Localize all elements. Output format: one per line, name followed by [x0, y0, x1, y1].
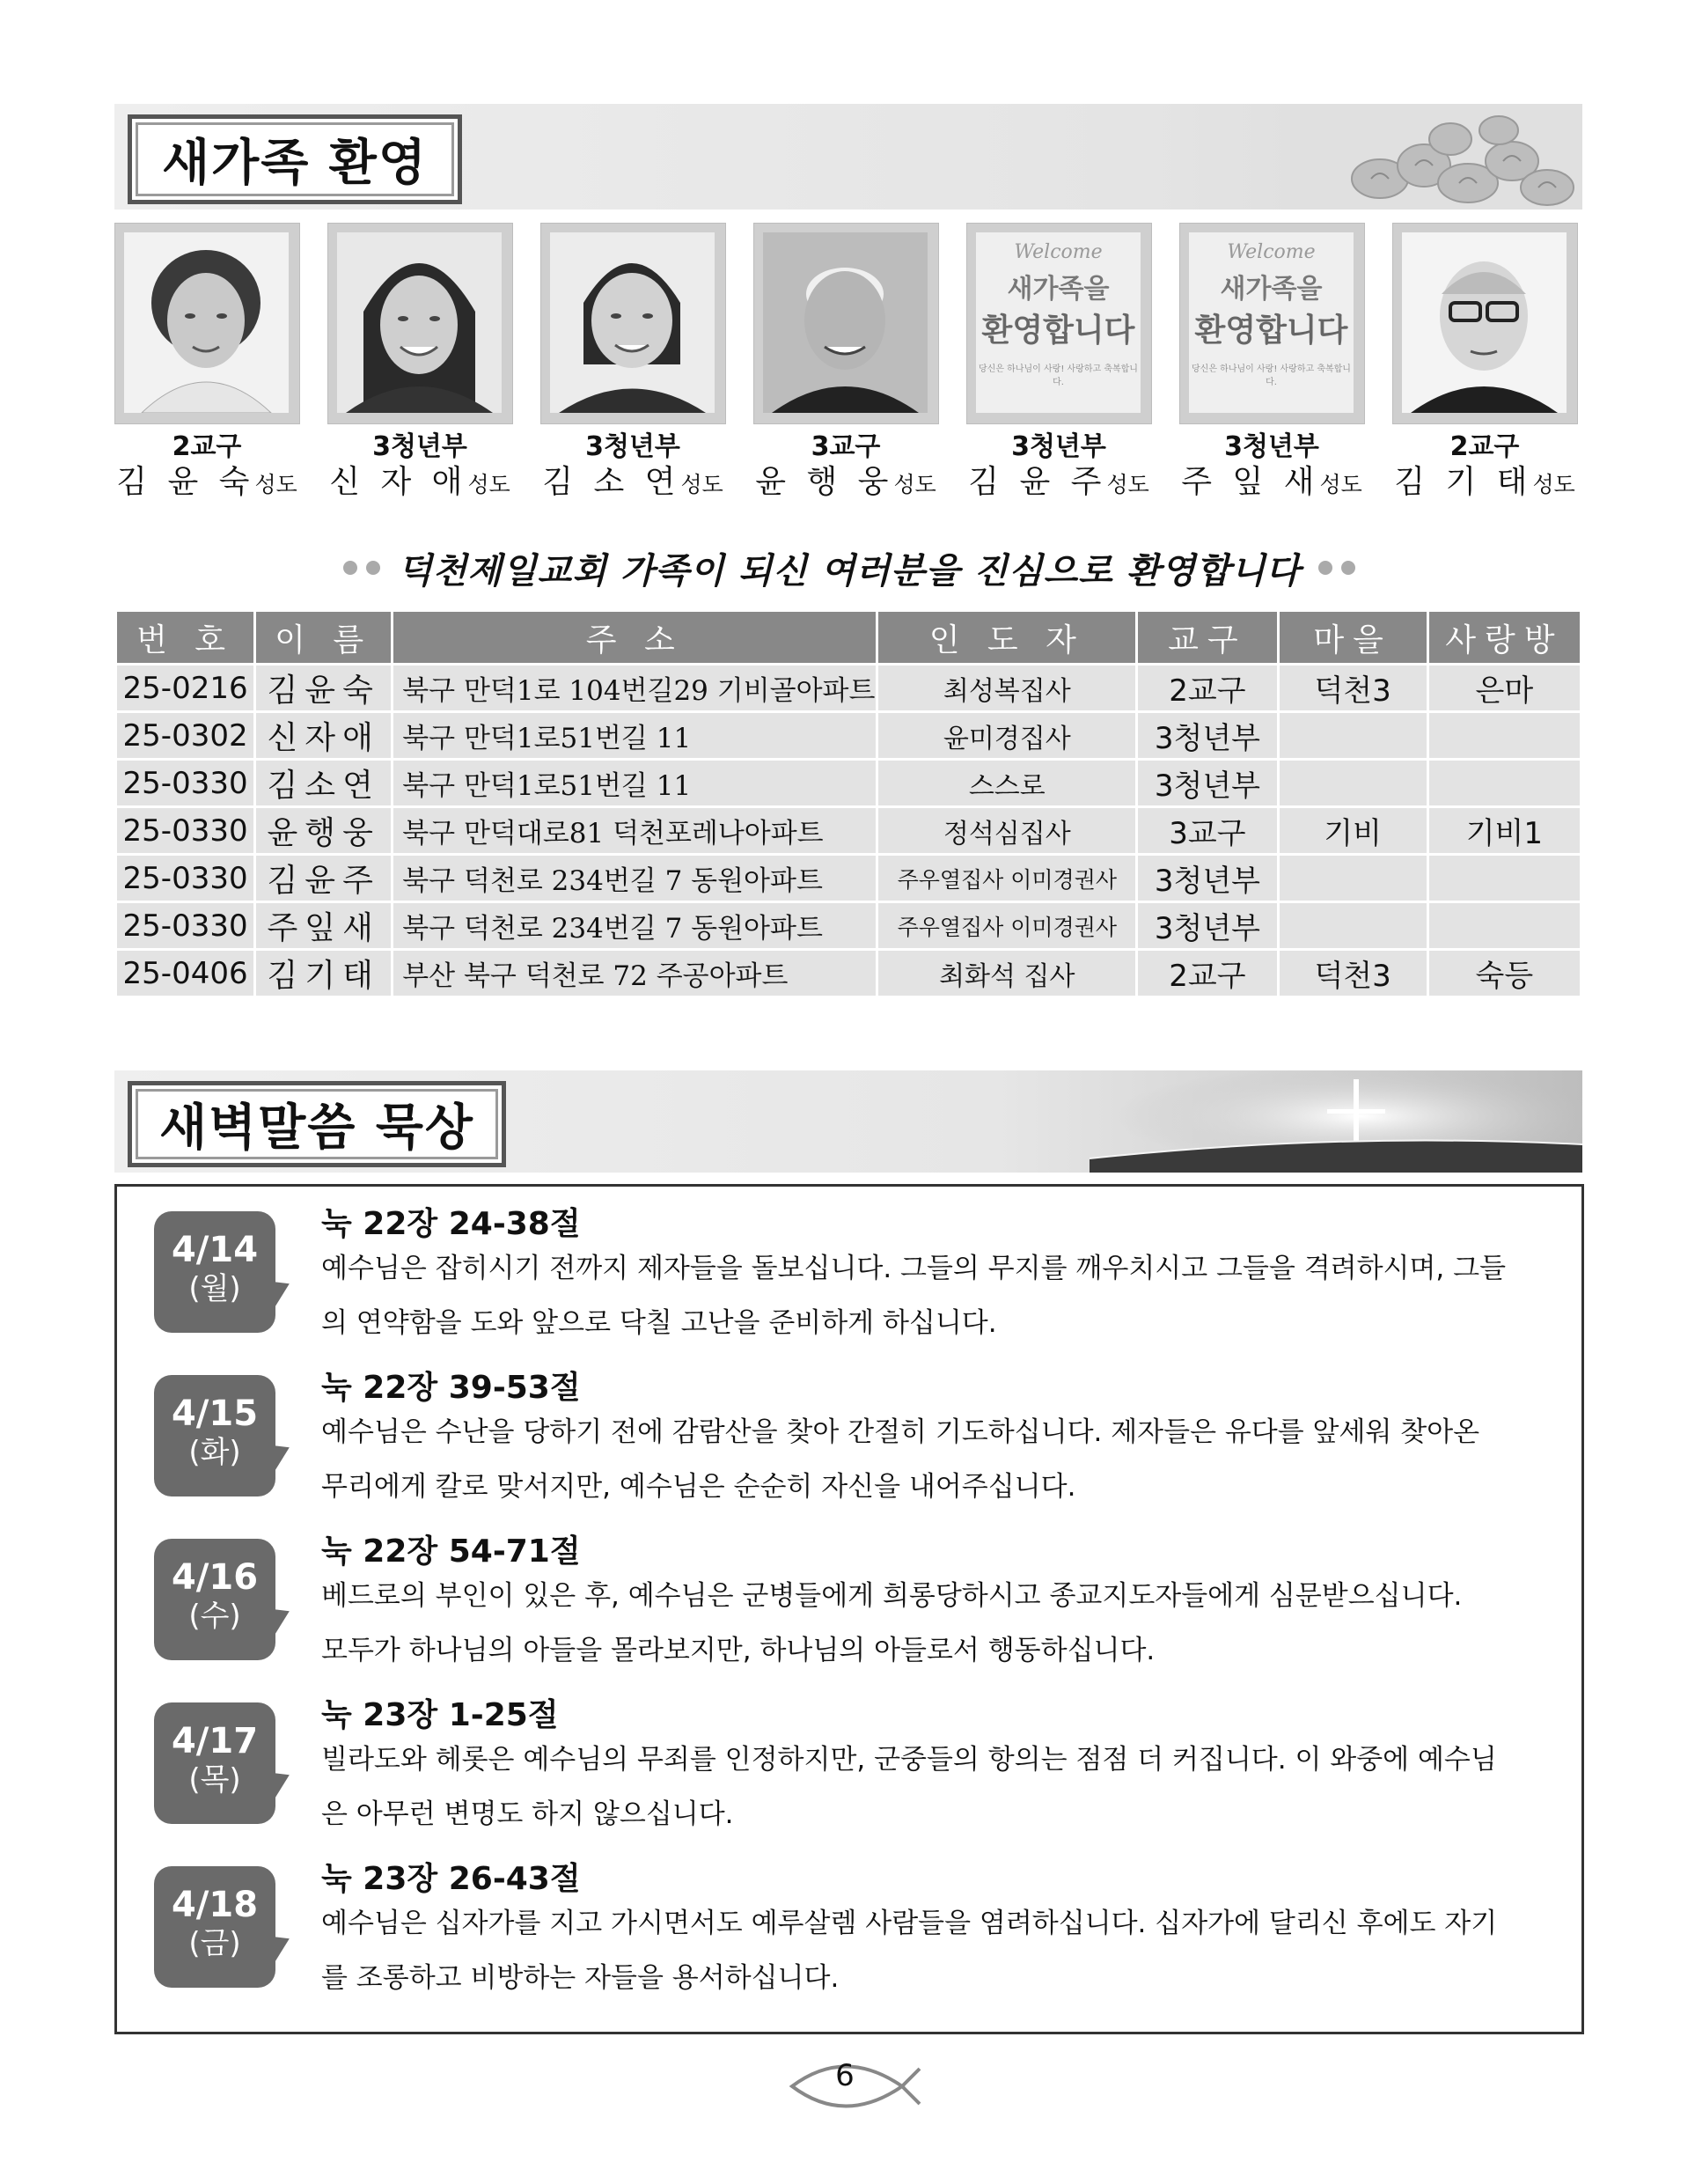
cell-number: 25-0302 — [117, 713, 253, 758]
devotion-day — [117, 1187, 1581, 1350]
header-name: 이 름 — [256, 612, 391, 663]
page-number: 6 — [835, 2058, 855, 2093]
cell-address: 북구 만덕대로81 덕천포레나아파트 — [393, 808, 876, 853]
member-photo — [540, 223, 726, 424]
table-row — [117, 903, 1580, 948]
cell-district: 3교구 — [1138, 808, 1276, 853]
header-village: 마을 — [1280, 612, 1427, 663]
member-suffix: 성도 — [1106, 472, 1149, 497]
welcome-card-caption: 당신은 하나님이 사랑! 사랑하고 축복합니다. — [1192, 364, 1351, 387]
devotion-line: 예수님은 잡히시기 전까지 제자들을 돌보십니다. 그들의 무지를 깨우치시고 그들을 격려하시며, 그들 — [321, 1253, 1507, 1284]
table-row — [117, 856, 1580, 901]
badge-weekday: (목) — [188, 1762, 241, 1798]
cell-name: 윤행웅 — [256, 808, 391, 853]
cell-address: 북구 만덕1로51번길 11 — [393, 713, 876, 758]
welcome-script-text: Welcome — [1014, 241, 1103, 263]
table-row — [117, 761, 1580, 805]
cell-number: 25-0330 — [117, 808, 253, 853]
dots-decoration — [343, 561, 380, 575]
header-number: 번 호 — [117, 612, 253, 663]
devotion-line: 의 연약함을 도와 앞으로 닥칠 고난을 준비하게 하십니다. — [321, 1307, 997, 1339]
cell-guide: 최화석 집사 — [878, 951, 1135, 996]
member-caption — [314, 431, 525, 504]
header-address: 주 소 — [393, 612, 876, 663]
cell-village: 기비 — [1280, 808, 1427, 853]
cell-number: 25-0330 — [117, 856, 253, 901]
cell-cell-group — [1429, 903, 1580, 948]
devotion-text — [321, 1569, 1553, 1678]
cell-guide: 주우열집사 이미경권사 — [878, 903, 1135, 948]
member-name — [740, 463, 951, 504]
member-name-text: 김 윤 숙 — [116, 464, 255, 500]
roses-decoration-image — [1310, 104, 1582, 210]
devotion-line: 베드로의 부인이 있은 후, 예수님은 군병들에게 희롱당하시고 종교지도자들에게 심문받으십니다. — [321, 1580, 1463, 1612]
cell-number: 25-0330 — [117, 903, 253, 948]
badge-weekday: (월) — [188, 1271, 241, 1306]
cell-cell-group — [1429, 856, 1580, 901]
member-caption — [740, 431, 951, 504]
badge-date: 4/16 — [171, 1557, 259, 1598]
new-member-table — [114, 609, 1582, 998]
member-group: 3청년부 — [585, 431, 680, 462]
devotion-line: 모두가 하나님의 아들을 몰라보지만, 하나님의 아들로서 행동하십니다. — [321, 1635, 1156, 1666]
welcome-card-placeholder — [1179, 223, 1365, 424]
header-guide: 인 도 자 — [878, 612, 1135, 663]
portrait-image — [550, 232, 715, 413]
cell-address: 북구 만덕1로51번길 11 — [393, 761, 876, 805]
welcome-card-line1: 새가족을 — [1220, 274, 1323, 305]
badge-weekday: (금) — [188, 1926, 241, 1961]
member-caption — [101, 431, 312, 504]
cell-name: 김소연 — [256, 761, 391, 805]
badge-date: 4/18 — [171, 1885, 259, 1925]
portrait-image — [124, 232, 289, 413]
cell-village — [1280, 761, 1427, 805]
cell-name: 김윤주 — [256, 856, 391, 901]
cell-guide: 정석심집사 — [878, 808, 1135, 853]
cell-cell-group: 기비1 — [1429, 808, 1580, 853]
member-group: 3청년부 — [1011, 431, 1106, 462]
cell-village: 덕천3 — [1280, 951, 1427, 996]
welcome-message: 덕천제일교회 가족이 되신 여러분을 진심으로 환영합니다 — [398, 549, 1301, 592]
devotion-box — [114, 1184, 1584, 2034]
devotion-line: 빌라도와 헤롯은 예수님의 무죄를 인정하지만, 군중들의 항의는 점점 더 커집니다. 이 와중에 예수님 — [321, 1744, 1497, 1776]
member-photo — [327, 223, 513, 424]
scripture-reference: 눅 22장 54-71절 — [321, 1533, 581, 1570]
cell-address: 부산 북구 덕천로 72 주공아파트 — [393, 951, 876, 996]
cell-village — [1280, 713, 1427, 758]
cell-cell-group: 은마 — [1429, 665, 1580, 710]
cell-address: 북구 만덕1로 104번길29 기비골아파트 — [393, 665, 876, 710]
member-caption — [1166, 431, 1377, 504]
badge-weekday: (수) — [188, 1599, 241, 1634]
member-photo — [114, 223, 300, 424]
devotion-day — [117, 1350, 1581, 1514]
cell-cell-group — [1429, 713, 1580, 758]
scripture-reference: 눅 22장 24-38절 — [321, 1206, 581, 1242]
member-name-text: 김 기 태 — [1394, 464, 1533, 500]
welcome-card-line2: 환영합니다 — [1194, 313, 1348, 349]
scripture-reference: 눅 23장 1-25절 — [321, 1697, 559, 1733]
member-suffix: 성도 — [1319, 472, 1362, 497]
devotion-day — [117, 1842, 1581, 2005]
devotion-line: 예수님은 십자가를 지고 가시면서도 예루살렘 사람들을 염려하십니다. 십자가에 달리신 후에도 자기 — [321, 1908, 1498, 1939]
member-group: 2교구 — [1449, 431, 1520, 462]
member-name-text: 김 소 연 — [542, 464, 681, 500]
cell-village — [1280, 856, 1427, 901]
badge-date: 4/15 — [171, 1393, 259, 1434]
cell-guide: 스스로 — [878, 761, 1135, 805]
portrait-image — [1402, 232, 1567, 413]
date-badge — [154, 1866, 275, 1988]
date-badge — [154, 1375, 275, 1496]
cell-number: 25-0406 — [117, 951, 253, 996]
cell-number: 25-0330 — [117, 761, 253, 805]
table-row — [117, 713, 1580, 758]
header-cell-group: 사랑방 — [1429, 612, 1580, 663]
cell-guide: 윤미경집사 — [878, 713, 1135, 758]
member-name — [1166, 463, 1377, 504]
dots-decoration — [1318, 561, 1355, 575]
member-suffix: 성도 — [893, 472, 936, 497]
member-group: 3청년부 — [372, 431, 467, 462]
cell-district: 3청년부 — [1138, 856, 1276, 901]
cell-guide: 주우열집사 이미경권사 — [878, 856, 1135, 901]
member-name-text: 신 자 애 — [329, 464, 468, 500]
scripture-reference: 눅 22장 39-53절 — [321, 1370, 581, 1406]
cell-address: 북구 덕천로 234번길 7 동원아파트 — [393, 856, 876, 901]
devotion-day — [117, 1678, 1581, 1842]
member-caption — [953, 431, 1164, 504]
member-name — [1379, 463, 1590, 504]
welcome-script-text: Welcome — [1227, 241, 1316, 263]
badge-date: 4/14 — [171, 1230, 259, 1270]
cell-name: 김윤숙 — [256, 665, 391, 710]
header-district: 교구 — [1138, 612, 1276, 663]
welcome-card-caption: 당신은 하나님이 사랑! 사랑하고 축복합니다. — [979, 364, 1138, 387]
table-header-row — [117, 612, 1580, 663]
devotion-line: 은 아무런 변명도 하지 않으십니다. — [321, 1798, 734, 1830]
member-caption — [527, 431, 738, 504]
cell-district: 3청년부 — [1138, 903, 1276, 948]
dawn-devotion-title: 새벽말씀 묵상 — [128, 1081, 506, 1167]
cell-number: 25-0216 — [117, 665, 253, 710]
cell-village — [1280, 903, 1427, 948]
cell-guide: 최성복집사 — [878, 665, 1135, 710]
cell-address: 북구 덕천로 234번길 7 동원아파트 — [393, 903, 876, 948]
cell-village: 덕천3 — [1280, 665, 1427, 710]
table-row — [117, 951, 1580, 996]
badge-weekday: (화) — [188, 1435, 241, 1470]
member-name — [953, 463, 1164, 504]
cross-light-decoration-image — [1090, 1070, 1582, 1173]
welcome-card-line1: 새가족을 — [1007, 274, 1110, 305]
devotion-text — [321, 1732, 1553, 1842]
devotion-line: 를 조롱하고 비방하는 자들을 용서하십니다. — [321, 1962, 840, 1994]
date-badge — [154, 1702, 275, 1824]
member-name-text: 주 잎 새 — [1181, 464, 1320, 500]
member-suffix: 성도 — [1532, 472, 1575, 497]
member-suffix: 성도 — [467, 472, 510, 497]
member-suffix: 성도 — [254, 472, 297, 497]
cell-district: 3청년부 — [1138, 713, 1276, 758]
welcome-card-line2: 환영합니다 — [981, 313, 1135, 349]
member-name — [527, 463, 738, 504]
member-suffix: 성도 — [680, 472, 723, 497]
welcome-card-placeholder — [966, 223, 1152, 424]
date-badge — [154, 1211, 275, 1333]
portrait-image — [763, 232, 928, 413]
welcome-message-row — [299, 543, 1399, 592]
member-group: 3교구 — [811, 431, 881, 462]
member-photo — [753, 223, 939, 424]
member-name — [314, 463, 525, 504]
cell-name: 주잎새 — [256, 903, 391, 948]
member-group: 3청년부 — [1224, 431, 1319, 462]
devotion-text — [321, 1241, 1553, 1350]
table-row — [117, 808, 1580, 853]
devotion-text — [321, 1405, 1553, 1514]
new-family-title: 새가족 환영 — [128, 114, 462, 204]
date-badge — [154, 1539, 275, 1660]
member-name-text: 김 윤 주 — [968, 464, 1107, 500]
cell-district: 3청년부 — [1138, 761, 1276, 805]
member-caption — [1379, 431, 1590, 504]
scripture-reference: 눅 23장 26-43절 — [321, 1861, 581, 1897]
cell-cell-group: 숙등 — [1429, 951, 1580, 996]
badge-date: 4/17 — [171, 1721, 259, 1761]
cell-cell-group — [1429, 761, 1580, 805]
devotion-line: 예수님은 수난을 당하기 전에 감람산을 찾아 간절히 기도하십니다. 제자들은 유다를 앞세워 찾아온 — [321, 1416, 1480, 1448]
member-name — [101, 463, 312, 504]
cell-district: 2교구 — [1138, 665, 1276, 710]
member-group: 2교구 — [172, 431, 242, 462]
cell-district: 2교구 — [1138, 951, 1276, 996]
member-photo — [1392, 223, 1578, 424]
devotion-line: 무리에게 칼로 맞서지만, 예수님은 순순히 자신을 내어주십니다. — [321, 1471, 1076, 1503]
devotion-text — [321, 1896, 1553, 2005]
cell-name: 김기태 — [256, 951, 391, 996]
member-name-text: 윤 행 웅 — [755, 464, 894, 500]
cell-name: 신자애 — [256, 713, 391, 758]
devotion-day — [117, 1514, 1581, 1678]
table-row — [117, 665, 1580, 710]
portrait-image — [337, 232, 502, 413]
